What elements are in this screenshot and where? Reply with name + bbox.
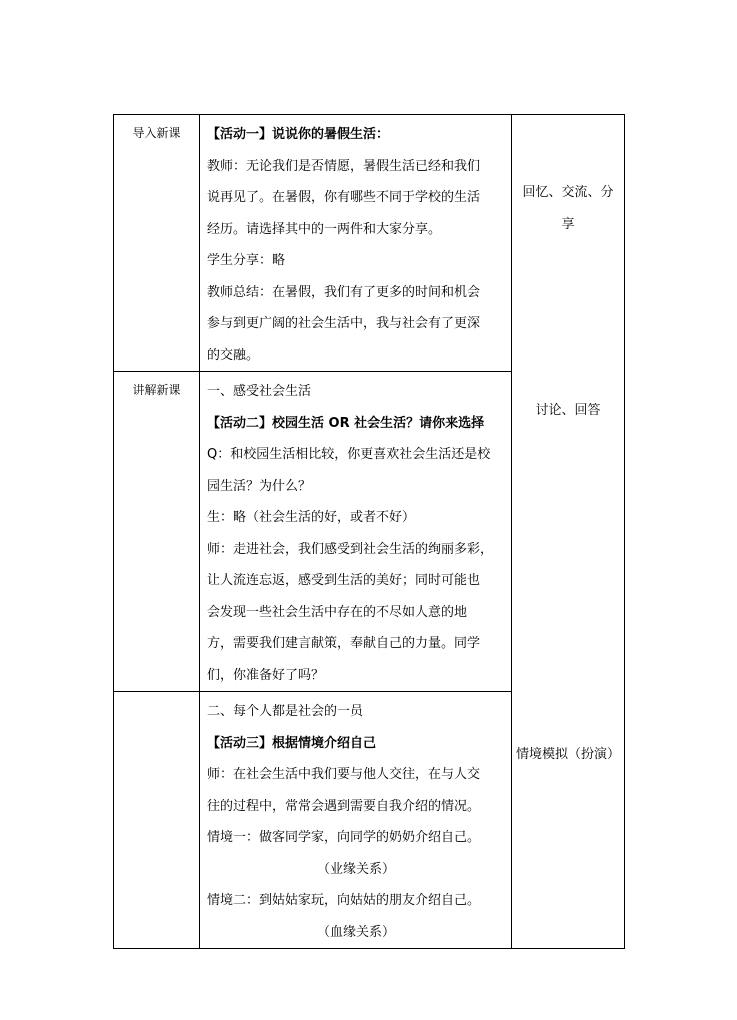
activity-column bbox=[512, 115, 625, 949]
content-line: 师：走进社会，我们感受到社会生活的绚丽多彩， bbox=[207, 541, 494, 557]
content-cell bbox=[200, 115, 512, 372]
content-line: 方，需要我们建言献策，奉献自己的力量。同学 bbox=[207, 636, 481, 651]
content-line: 会发现一些社会生活中存在的不尽如人意的地 bbox=[207, 604, 468, 620]
content-line: 生：略（社会生活的好，或者不好） bbox=[207, 510, 416, 525]
content-line: 园生活？为什么？ bbox=[207, 478, 312, 494]
content-line: 学生分享：略 bbox=[207, 253, 286, 268]
side-activity1-line1: 回忆、交流、分 bbox=[522, 185, 614, 200]
side-activity2: 讨论、回答 bbox=[535, 403, 601, 418]
activity-heading: 【活动三】根据情境介绍自己 bbox=[207, 735, 377, 751]
lesson-plan-table bbox=[113, 114, 625, 949]
content-line: 教师总结：在暑假，我们有了更多的时间和机会 bbox=[207, 284, 481, 300]
content-line: （血缘关系） bbox=[316, 924, 395, 940]
content-line: Q：和校园生活相比较，你更喜欢社会生活还是校 bbox=[207, 447, 491, 462]
content-line: 情境二：到姑姑家玩，向姑姑的朋友介绍自己。 bbox=[207, 893, 481, 908]
content-line: 情境一：做客同学家，向同学的奶奶介绍自己。 bbox=[207, 830, 481, 845]
stage-label: 讲解新课 bbox=[114, 372, 200, 692]
content-line: 往的过程中，常常会遇到需要自我介绍的情况。 bbox=[207, 798, 481, 814]
stage-label: 导入新课 bbox=[114, 115, 200, 372]
content-line: 参与到更广阔的社会生活中，我与社会有了更深 bbox=[207, 316, 481, 331]
side-activity1-line2: 享 bbox=[561, 217, 575, 232]
content-line: 经历。请选择其中的一两件和大家分享。 bbox=[207, 221, 442, 237]
content-line: 二、每个人都是社会的一员 bbox=[207, 704, 364, 719]
content-line: 的交融。 bbox=[207, 347, 260, 363]
side-activity3: 情境模拟（扮演） bbox=[515, 747, 620, 762]
content-line: 们，你准备好了吗？ bbox=[207, 667, 325, 683]
row-intro bbox=[114, 115, 625, 372]
content-line: 师：在社会生活中我们要与他人交往，在与人交 bbox=[207, 767, 481, 782]
content-line: （业缘关系） bbox=[316, 861, 395, 877]
content-line: 说再见了。在暑假，你有哪些不同于学校的生活 bbox=[207, 190, 481, 205]
content-cell bbox=[200, 372, 512, 692]
stage-label bbox=[114, 692, 200, 949]
activity-heading: 【活动一】说说你的暑假生活： bbox=[207, 127, 390, 142]
content-line: 教师：无论我们是否情愿，暑假生活已经和我们 bbox=[207, 158, 481, 174]
content-line: 一、感受社会生活 bbox=[207, 384, 312, 399]
activity-heading: 【活动二】校园生活 OR 社会生活？请你来选择 bbox=[207, 415, 485, 431]
content-line: 让人流连忘返，感受到生活的美好；同时可能也 bbox=[207, 573, 481, 588]
content-cell bbox=[200, 692, 512, 949]
